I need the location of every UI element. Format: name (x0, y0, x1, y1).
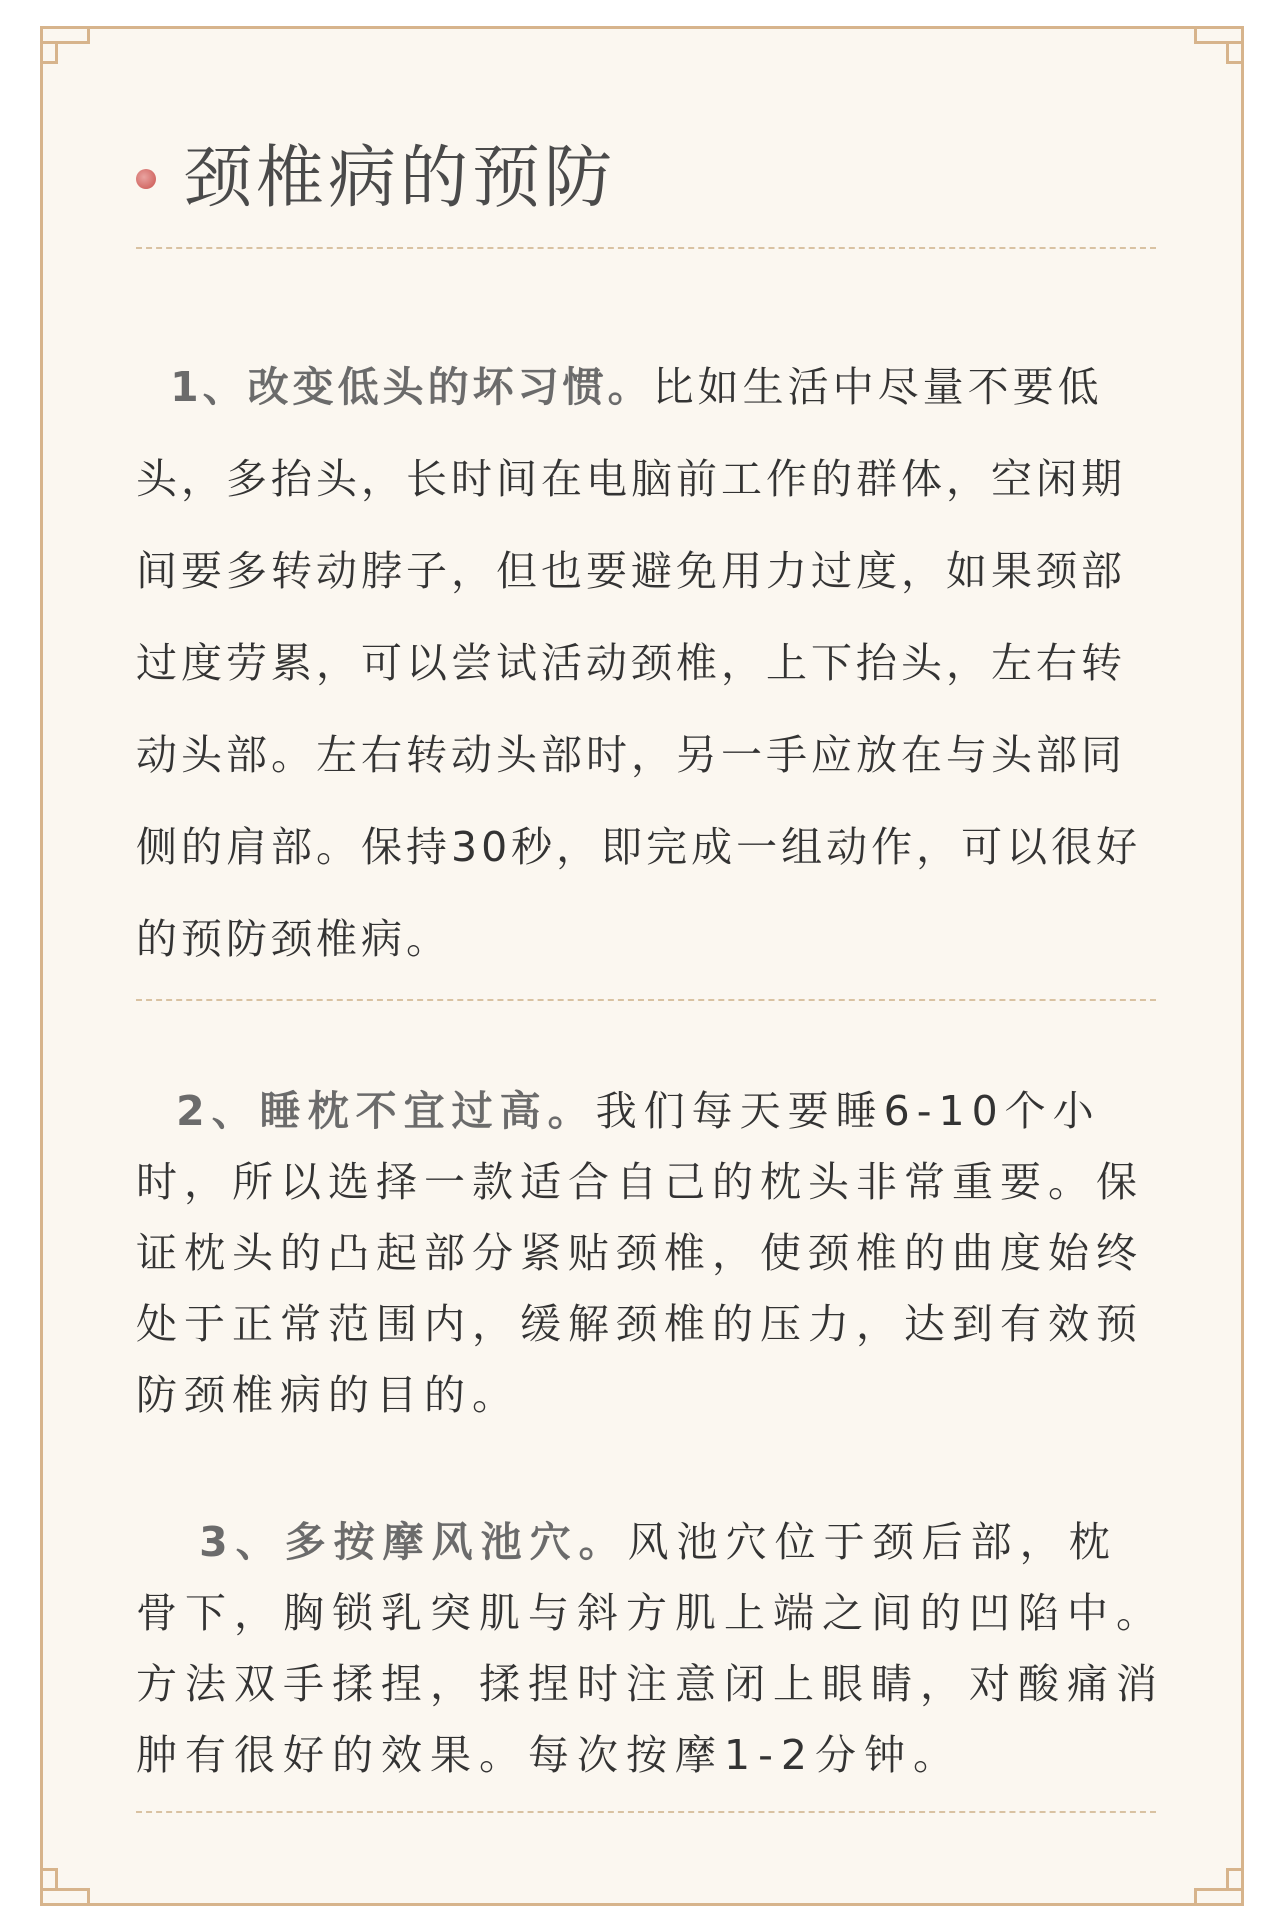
section-2-lead: 2、睡枕不宜过高。 (176, 1087, 596, 1135)
section-2-body: 我们每天要睡6-10个小时，所以选择一款适合自己的枕头非常重要。保证枕头的凸起部分紧贴颈椎，使颈椎的曲度始终处于正常范围内，缓解颈椎的压力，达到有效预防颈椎病的目的。 (136, 1087, 1144, 1419)
divider (136, 999, 1156, 1001)
corner-ornament-bottom-right (1194, 1866, 1244, 1906)
corner-ornament-top-right (1194, 26, 1244, 66)
section-1-body: 比如生活中尽量不要低头，多抬头，长时间在电脑前工作的群体，空闲期间要多转动脖子，但也要避免用力过度，如果颈部过度劳累，可以尝试活动颈椎，上下抬头，左右转动头部。左右转动头部时，另一手应放在与头部同侧的肩部。保持30秒，即完成一组动作，可以很好的预防颈椎病。 (136, 363, 1142, 963)
divider (136, 1811, 1156, 1813)
section-2-paragraph (136, 1076, 1166, 1431)
title-row (136, 134, 616, 224)
section-3-body: 风池穴位于颈后部，枕骨下，胸锁乳突肌与斜方肌上端之间的凹陷中。方法双手揉捏，揉捏时注意闭上眼睛，对酸痛消肿有很好的效果。每次按摩1-2分钟。 (136, 1518, 1165, 1779)
section-1-paragraph (136, 341, 1166, 985)
content-card (40, 26, 1244, 1906)
section-1-lead: 1、改变低头的坏习惯。 (170, 363, 653, 411)
section-3-lead: 3、多按摩风池穴。 (199, 1518, 628, 1566)
page-title: 颈椎病的预防 (184, 139, 617, 218)
title-bullet-icon (136, 169, 156, 189)
divider (136, 247, 1156, 249)
corner-ornament-bottom-left (40, 1866, 90, 1906)
section-3-paragraph (136, 1507, 1166, 1791)
corner-ornament-top-left (40, 26, 90, 66)
